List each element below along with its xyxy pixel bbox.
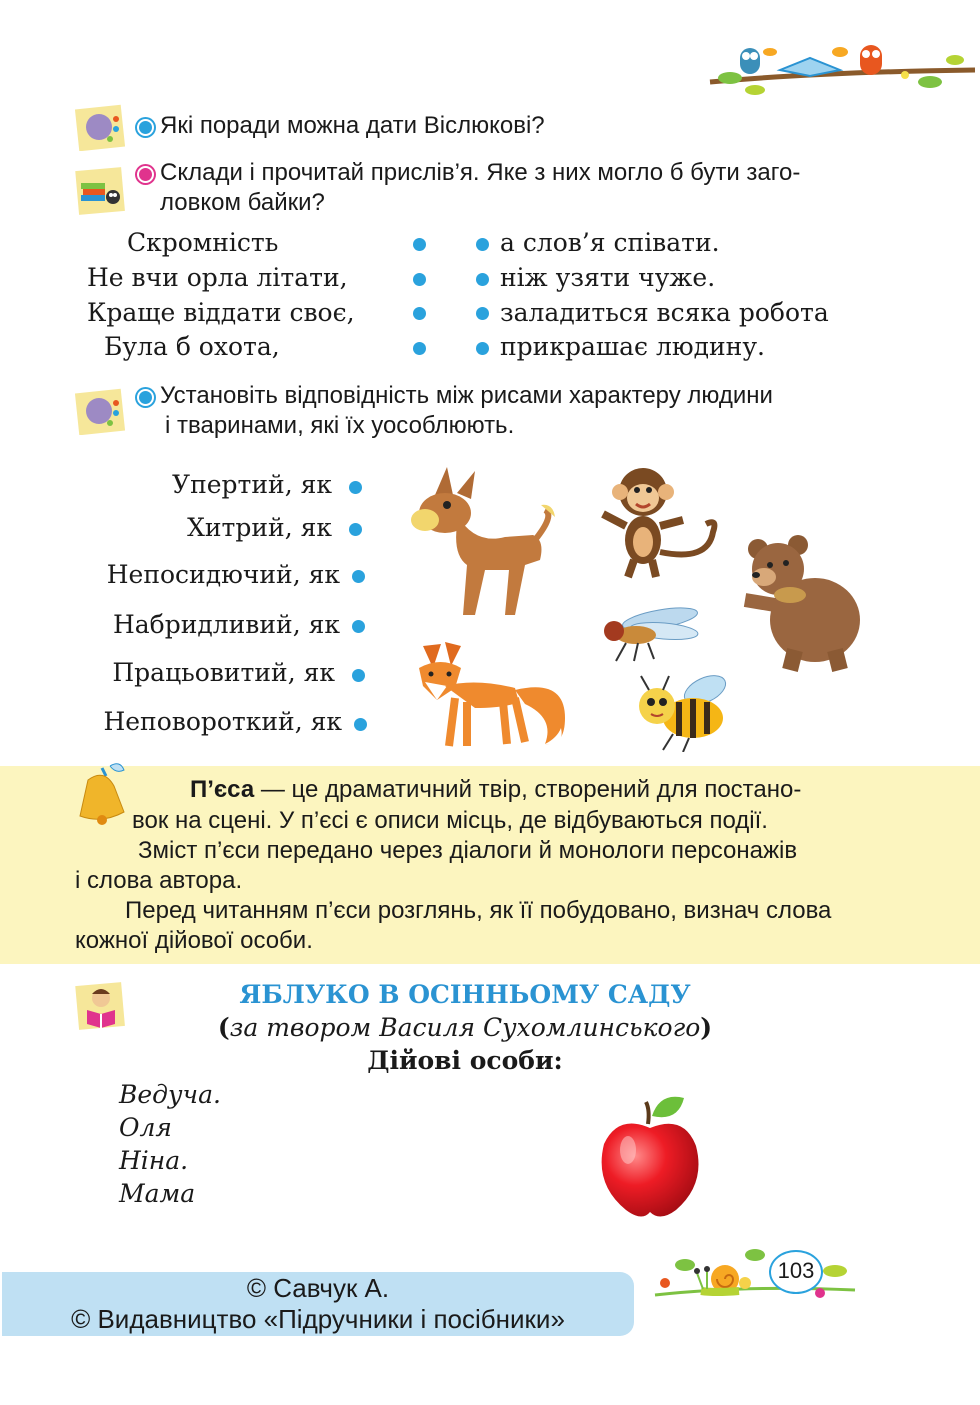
trait-2: Хитрий, як bbox=[187, 513, 332, 542]
bear-icon bbox=[740, 535, 865, 675]
character-2: Оля bbox=[119, 1113, 172, 1142]
donkey-icon bbox=[405, 465, 560, 625]
character-4: Мама bbox=[119, 1179, 196, 1208]
apple-icon bbox=[598, 1092, 703, 1222]
question-1: Які поради можна дати Віслюкові? bbox=[160, 112, 545, 139]
trait-dot[interactable] bbox=[352, 669, 365, 682]
question-bullet-icon bbox=[137, 389, 154, 406]
bottom-flowers-decoration bbox=[645, 1235, 860, 1305]
proverb-right-3: заладиться всяка робота bbox=[500, 298, 829, 327]
match-dot-right[interactable] bbox=[476, 238, 489, 251]
monkey-icon bbox=[598, 462, 723, 582]
page-number: 103 bbox=[777, 1258, 815, 1283]
bell-icon bbox=[72, 760, 132, 828]
bee-icon bbox=[633, 672, 731, 752]
match-dot-left[interactable] bbox=[413, 273, 426, 286]
character-3: Ніна. bbox=[119, 1146, 189, 1175]
question-2-line2: ловком байки? bbox=[160, 189, 325, 216]
play-title: ЯБЛУКО В ОСІННЬОМУ САДУ bbox=[239, 980, 691, 1009]
match-dot-left[interactable] bbox=[413, 342, 426, 355]
copyright-publisher: © Видавництво «Підручники і посібники» bbox=[71, 1304, 565, 1334]
match-dot-left[interactable] bbox=[413, 307, 426, 320]
copyright-author: © Савчук А. bbox=[246, 1273, 390, 1303]
definition-line-6: кожної дійової особи. bbox=[75, 927, 313, 954]
thinking-note-icon bbox=[75, 387, 125, 435]
question-2-line1: Склади і прочитай прислів’я. Яке з них могло б бути заго- bbox=[160, 159, 801, 186]
play-author: за твором Василя Сухомлинського bbox=[229, 1013, 701, 1042]
proverb-right-4: прикрашає людину. bbox=[500, 332, 765, 361]
proverb-left-1: Скромність bbox=[127, 228, 279, 257]
trait-dot[interactable] bbox=[349, 523, 362, 536]
fox-icon bbox=[415, 638, 570, 750]
trait-dot[interactable] bbox=[352, 570, 365, 583]
trait-4: Набридливий, як bbox=[112, 610, 340, 639]
proverb-right-2: ніж узяти чуже. bbox=[500, 263, 716, 292]
proverb-left-3: Краще віддати своє, bbox=[87, 298, 355, 327]
match-dot-right[interactable] bbox=[476, 273, 489, 286]
trait-dot[interactable] bbox=[349, 481, 362, 494]
definition-line-3: Зміст п’єси передано через діалоги й монологи персонажів bbox=[138, 837, 798, 864]
trait-dot[interactable] bbox=[352, 620, 365, 633]
question-3-line1: Установіть відповідність між рисами характеру людини bbox=[160, 382, 773, 409]
proverb-left-4: Була б охота, bbox=[104, 332, 280, 361]
match-dot-right[interactable] bbox=[476, 342, 489, 355]
trait-dot[interactable] bbox=[354, 718, 367, 731]
thinking-note-icon bbox=[75, 103, 125, 151]
trait-6: Неповороткий, як bbox=[103, 707, 342, 736]
characters-heading: Дійові особи: bbox=[367, 1046, 563, 1075]
trait-5: Працьовитий, як bbox=[112, 658, 335, 687]
books-note-icon bbox=[75, 165, 125, 213]
match-dot-left[interactable] bbox=[413, 238, 426, 251]
definition-term: П’єса bbox=[190, 776, 255, 803]
question-bullet-icon bbox=[137, 119, 154, 136]
match-dot-right[interactable] bbox=[476, 307, 489, 320]
trait-3: Непосидючий, як bbox=[106, 560, 340, 589]
definition-line-4: і слова автора. bbox=[75, 867, 243, 894]
play-subtitle: (за твором Василя Сухомлинського) bbox=[217, 1013, 713, 1042]
question-bullet-icon bbox=[137, 166, 154, 183]
top-branch-decoration bbox=[700, 30, 980, 105]
character-1: Ведуча. bbox=[119, 1080, 221, 1109]
fly-icon bbox=[598, 603, 703, 663]
trait-1: Упертий, як bbox=[172, 470, 332, 499]
proverb-left-2: Не вчи орла літати, bbox=[87, 263, 348, 292]
definition-line-2: вок на сцені. У п’єсі є описи місць, де відбуваються події. bbox=[132, 807, 768, 834]
proverb-right-1: а слов’я співати. bbox=[500, 228, 720, 257]
question-3-line2: і тваринами, які їх уособлюють. bbox=[165, 412, 515, 439]
definition-line-1: П’єса — це драматичний твір, створений для постано- bbox=[190, 776, 802, 803]
definition-line-5: Перед читанням п’єси розглянь, як її побудовано, визнач слова bbox=[125, 897, 832, 924]
